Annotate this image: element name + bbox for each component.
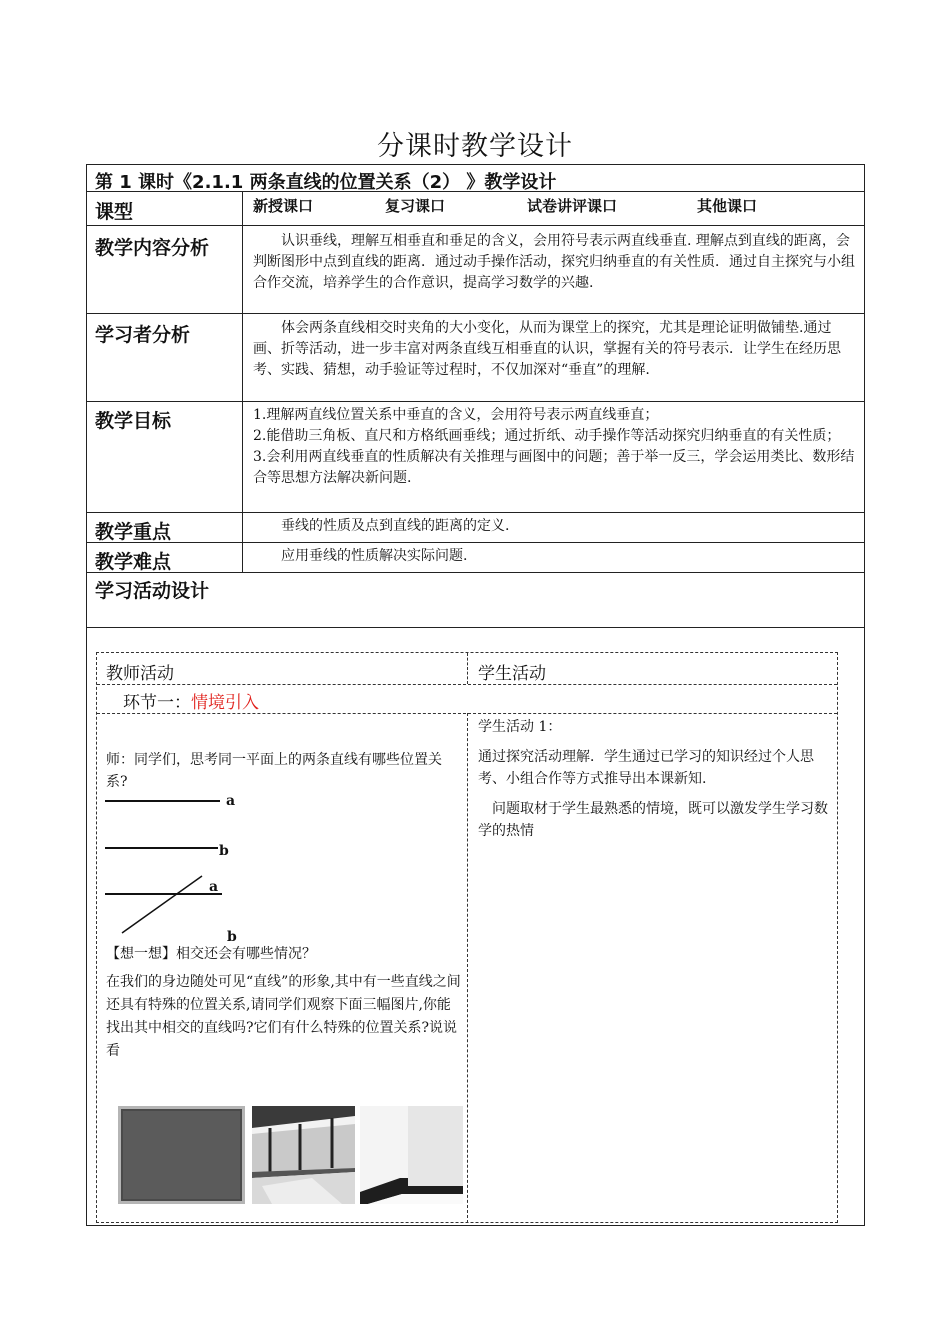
observe-text: 在我们的身边随处可见“直线”的形象,其中有一些直线之间还具有特殊的位置关系,请同学们观察下面三幅图片,你能找出其中相交的直线吗?它们有什么特殊的位置关系?说说看: [106, 974, 461, 1059]
think-prompt: 【想一想】相交还会有哪些情况？: [106, 946, 316, 962]
student-activity-text: 通过探究活动理解．学生通过已学习的知识经过个人思考、小组合作等方式推导出本课新知.: [478, 749, 814, 787]
room-corner-photo: [360, 1106, 463, 1204]
blackboard-photo: [118, 1106, 245, 1204]
learner-analysis-text: 体会两条直线相交时夹角的大小变化，从而为课堂上的探究，尤其是理论证明做铺垫.通过画、折等活动，进一步丰富对两条直线互相垂直的认识，掌握有关的符号表示．让学生在经历思考、实践、猜想，动手验证等过程时，不仅加深对“垂直”的理解.: [253, 320, 841, 378]
intersecting-line-a: [122, 876, 202, 933]
difficulty-label: 教学难点: [95, 551, 172, 573]
objective-item: 2.能借助三角板、直尺和方格纸画垂线；通过折纸、动手操作等活动探究归纳垂直的有关性质；: [253, 428, 841, 444]
objective-item: 3.会利用两直线垂直的性质解决有关推理与画图中的问题；善于举一反三，学会运用类比、数形结合等思想方法解决新问题.: [253, 449, 855, 486]
course-type-option-exam-review[interactable]: 试卷讲评课口: [527, 197, 618, 215]
objective-item: 1.理解两直线位置关系中垂直的含义，会用符号表示两直线垂直；: [253, 407, 659, 423]
line-label-a: a: [226, 793, 236, 809]
objectives-label: 教学目标: [95, 410, 172, 432]
key-point-text: 垂线的性质及点到直线的距离的定义.: [281, 518, 510, 534]
course-type-label: 课型: [95, 201, 134, 223]
section-name: 情境引入: [191, 693, 259, 713]
learner-analysis-label: 学习者分析: [95, 324, 191, 346]
key-point-label: 教学重点: [95, 521, 172, 543]
student-activity-text: 问题取材于学生最熟悉的情境，既可以激发学生学习数学的热情: [478, 801, 828, 839]
teacher-activity-header: 教师活动: [106, 664, 174, 684]
line-relationship-diagram: [102, 793, 252, 943]
line-label-b: b: [219, 843, 229, 859]
content-analysis-text: 认识垂线，理解互相垂直和垂足的含义，会用符号表示两直线垂直. 理解点到直线的距离，会判断图形中点到直线的距离．通过动手操作活动，探究归纳垂直的有关性质．通过自主探究与小组合作交流，培养学生的合作意识，提高学习数学的兴趣.: [253, 233, 855, 291]
teacher-question: 师：同学们，思考同一平面上的两条直线有哪些位置关系?: [106, 752, 442, 790]
student-activity-title: 学生活动 1：: [478, 719, 562, 735]
content-analysis-label: 教学内容分析: [95, 237, 210, 259]
activity-table: [96, 652, 838, 1223]
section-prefix: 环节一：: [123, 693, 191, 713]
section-title: [123, 688, 259, 713]
line-label-a: a: [209, 879, 219, 895]
student-activity-header: 学生活动: [478, 664, 546, 684]
activity-design-label: 学习活动设计: [95, 580, 210, 602]
window-photo: [252, 1106, 355, 1204]
course-type-option-review[interactable]: 复习课口: [385, 197, 446, 215]
course-type-option-other[interactable]: 其他课口: [697, 197, 758, 215]
lesson-design-table: [86, 164, 865, 1226]
difficulty-text: 应用垂线的性质解决实际问题.: [281, 548, 468, 564]
lesson-header: 第 1 课时《2.1.1 两条直线的位置关系（2） 》教学设计: [95, 172, 557, 193]
course-type-option-new[interactable]: 新授课口: [253, 197, 314, 215]
page-title: 分课时教学设计: [377, 131, 573, 162]
objectives-list: [253, 405, 857, 489]
line-label-b: b: [227, 929, 237, 945]
